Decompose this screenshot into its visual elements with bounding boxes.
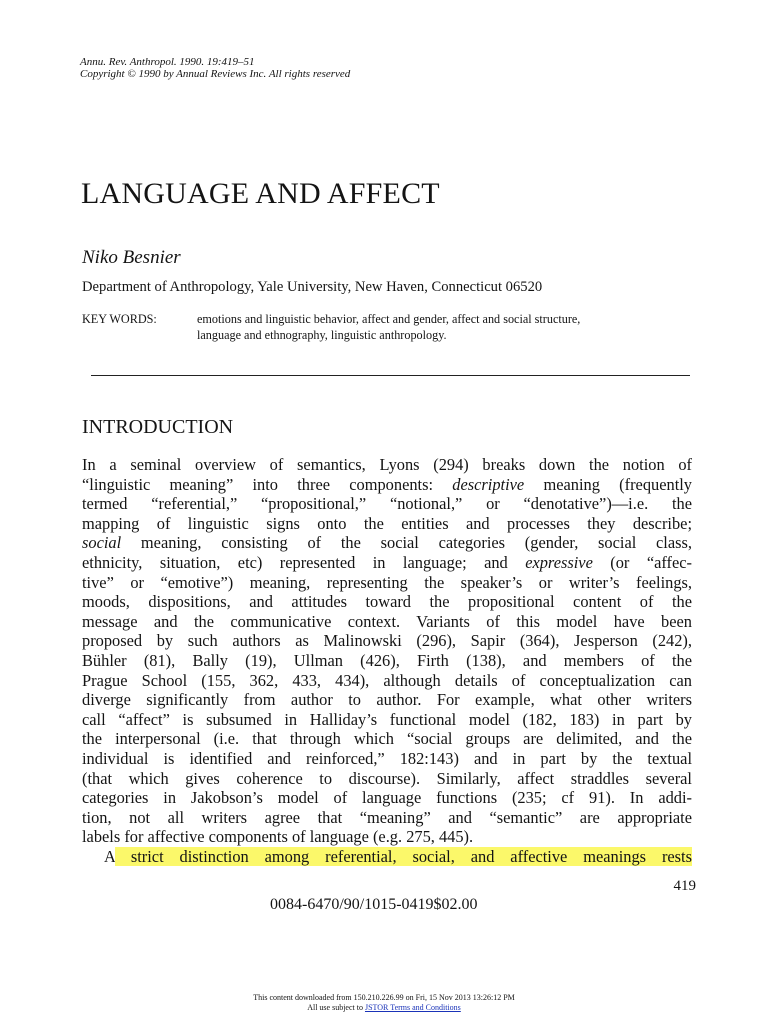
text-line: message and the communicative context. Variants of this model have been — [82, 611, 692, 631]
article-title: LANGUAGE AND AFFECT — [81, 177, 440, 210]
author-name: Niko Besnier — [82, 247, 181, 268]
text-line: moods, dispositions, and attitudes toward the propositional content of the — [82, 592, 692, 612]
keywords-text: language and ethnography, linguistic anthropology. — [197, 328, 447, 342]
text-line: tion, not all writers agree that “meaning” and “semantic” are appropriate — [82, 807, 692, 827]
copyright-notice: Copyright © 1990 by Annual Reviews Inc. All rights reserved — [80, 68, 351, 80]
text-line: Prague School (155, 362, 433, 434), although details of conceptualization can — [82, 670, 692, 690]
text-line: proposed by such authors as Malinowski (296), Sapir (364), Jesperson (242), — [82, 631, 692, 651]
text-line: diverge significantly from author to author. For example, what other writers — [82, 690, 692, 710]
text-line: tive” or “emotive”) meaning, representing the speaker’s or writer’s feelings, — [82, 572, 692, 592]
highlighted-text[interactable]: strict distinction among referential, social, and affective meanings rests — [114, 846, 692, 866]
journal-citation: Annu. Rev. Anthropol. 1990. 19:419–51 — [80, 56, 255, 68]
keywords-label: KEY WORDS: — [82, 312, 157, 326]
page-number: 419 — [673, 878, 696, 894]
download-notice: This content downloaded from 150.210.226.99 on Fri, 15 Nov 2013 13:26:12 PM — [253, 993, 515, 1002]
jstor-terms-link[interactable]: JSTOR Terms and Conditions — [364, 1003, 461, 1012]
text-line: “linguistic meaning” into three components: descriptive meaning (frequently — [82, 474, 692, 494]
text-line: A strict distinction among referential, social, and affective meanings rests — [104, 846, 692, 866]
text-line: the interpersonal (i.e. that through which “social groups are delimited, and the — [82, 729, 692, 749]
keywords-text: emotions and linguistic behavior, affect and gender, affect and social structure, — [197, 312, 581, 326]
text-line: labels for affective components of language (e.g. 275, 445). — [82, 827, 474, 847]
text-line: Bühler (81), Bally (19), Ullman (426), Firth (138), and members of the — [82, 650, 692, 670]
author-affiliation: Department of Anthropology, Yale University, New Haven, Connecticut 06520 — [82, 279, 543, 295]
emphasis-text: social — [82, 533, 122, 553]
text-line: ethnicity, situation, etc) represented in language; and expressive (or “affec- — [82, 552, 693, 572]
text-line: individual is identified and reinforced,” 182:143) and in part by the textual — [82, 748, 692, 768]
text-line: call “affect” is subsumed in Halliday’s functional model (182, 183) in part by — [82, 709, 692, 729]
text-line: social meaning, consisting of the social categories (gender, social class, — [82, 533, 692, 553]
terms-notice: All use subject to JSTOR Terms and Conditions — [307, 1003, 461, 1012]
text-line: termed “referential,” “propositional,” “notional,” or “denotative”)—i.e. the — [82, 494, 692, 514]
section-heading: INTRODUCTION — [82, 416, 234, 438]
text-line: In a seminal overview of semantics, Lyons (294) breaks down the notion of — [82, 455, 692, 474]
emphasis-text: descriptive — [452, 474, 525, 494]
text-line: mapping of linguistic signs onto the entities and processes they describe; — [82, 513, 692, 533]
section-divider — [91, 375, 690, 376]
document-code: 0084-6470/90/1015-0419$02.00 — [270, 896, 478, 913]
body-paragraph[interactable] — [82, 455, 692, 866]
text-line: (that which gives coherence to discourse). Similarly, affect straddles several — [82, 768, 692, 788]
emphasis-text: expressive — [525, 552, 593, 572]
text-line: categories in Jakobson’s model of language functions (235; cf 91). In addi- — [82, 788, 692, 808]
